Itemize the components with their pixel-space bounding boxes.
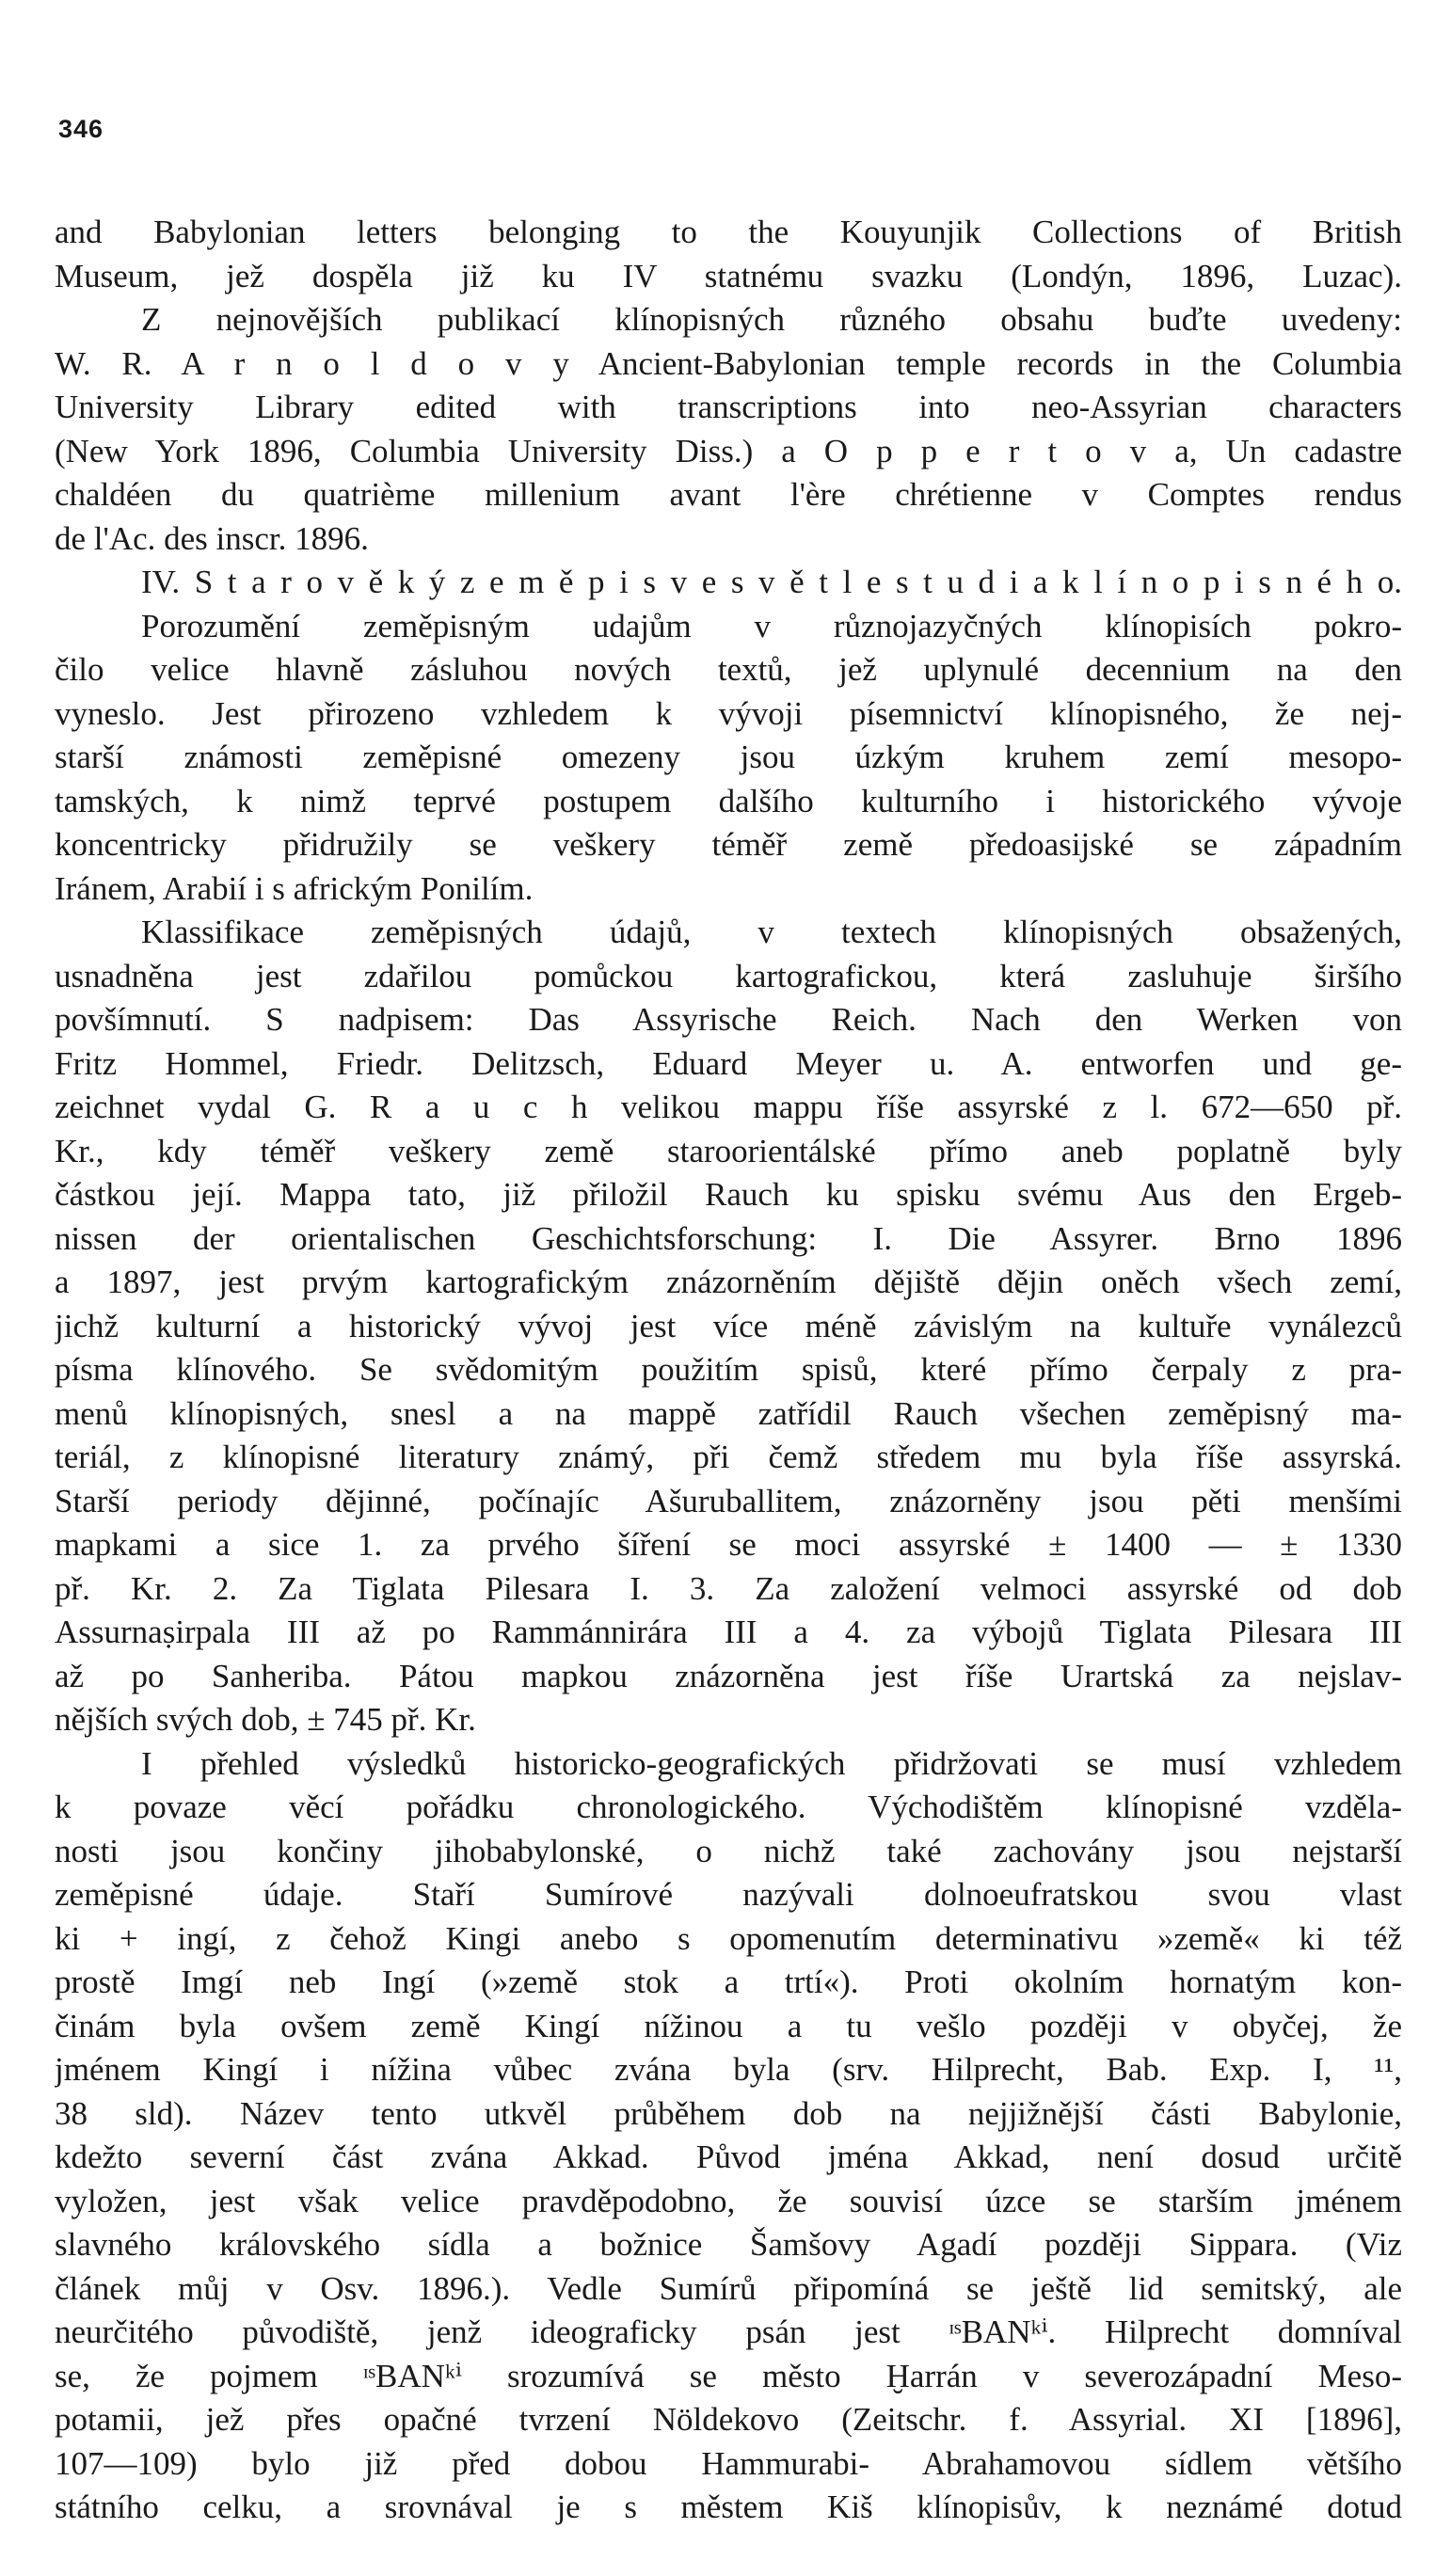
text-line: 107—109) bylo již před dobou Hammurabi- Abrahamovou sídlem většího — [55, 2444, 1402, 2482]
text-line: článek můj v Osv. 1896.). Vedle Sumírů připomíná se ještě lid semitský, ale — [55, 2269, 1402, 2307]
text-line: ki + ingí, z čehož Kingi anebo s opomenutím determinativu »země« ki též — [55, 1919, 1402, 1957]
text-line: čilo velice hlavně zásluhou nových textů, jež uplynulé decennium na den — [55, 651, 1402, 688]
text-line: W. R. A r n o l d o v y Ancient-Babylonian temple records in the Columbia — [55, 344, 1402, 382]
text-line: starší známosti zeměpisné omezeny jsou úzkým kruhem zemí mesopo- — [55, 739, 1402, 775]
text-line: státního celku, a srovnával je s městem Kiš klínopisův, k neznámé dotud — [55, 2489, 1402, 2525]
text-line: prostě Imgí neb Ingí (»země stok a trtí«). Proti okolním hornatým kon- — [55, 1964, 1402, 2000]
text-line: nosti jsou končiny jihobabylonské, o nichž také zachovány jsou nejstarší — [55, 1832, 1402, 1869]
text-line: mapkami a sice 1. za prvého šíření se moci assyrské ± 1400 — ± 1330 — [55, 1526, 1402, 1563]
text-line: and Babylonian letters belonging to the Kouyunjik Collections of British — [55, 214, 1402, 250]
text-line: Kr., kdy téměř veškery země staroorientálské přímo aneb poplatně byly — [55, 1132, 1402, 1169]
text-line: činám byla ovšem země Kingí nížinou a tu vešlo později v obyčej, že — [55, 2007, 1402, 2044]
text-line: vyložen, jest však velice pravděpodobno, že souvisí úzce se starším jménem — [55, 2182, 1402, 2219]
text-line: jichž kulturní a historický vývoj jest více méně závislým na kultuře vynálezců — [55, 1307, 1402, 1344]
text-line: zeměpisné údaje. Staří Sumírové nazývali dolnoeufratskou svou vlast — [55, 1876, 1402, 1913]
text-line: nissen der orientalischen Geschichtsforschung: I. Die Assyrer. Brno 1896 — [55, 1219, 1402, 1257]
text-line: usnadněna jest zdařilou pomůckou kartografickou, která zasluhuje širšího — [55, 957, 1402, 994]
text-line: University Library edited with transcriptions into neo-Assyrian characters — [55, 389, 1402, 425]
text-line: IV. S t a r o v ě k ý z e m ě p i s v e s v ě t l e s t u d i a k l í n o p i s n é h o. — [141, 564, 1402, 600]
text-line: písma klínového. Se svědomitým použitím spisů, které přímo čerpaly z pra- — [55, 1351, 1402, 1388]
text-line: de l'Ac. des inscr. 1896. — [55, 519, 369, 557]
text-line: Iránem, Arabií i s africkým Ponilím. — [55, 869, 534, 907]
text-line: 38 sld). Název tento utkvěl průběhem dob na nejjižnější části Babylonie, — [55, 2094, 1402, 2132]
text-line: až po Sanheriba. Pátou mapkou znázorněna jest říše Urartská za nejslav- — [55, 1657, 1402, 1694]
text-line: nějších svých dob, ± 745 př. Kr. — [55, 1701, 476, 1738]
text-line: kdežto severní část zvána Akkad. Původ jména Akkad, není dosud určitě — [55, 2139, 1402, 2175]
text-line: povšímnutí. S nadpisem: Das Assyrische Reich. Nach den Werken von — [55, 1001, 1402, 1038]
text-line: k povaze věcí pořádku chronologického. Východištěm klínopisné vzděla- — [55, 1789, 1402, 1825]
text-line: a 1897, jest prvým kartografickým znázorněním dějiště dějin oněch všech zemí, — [55, 1264, 1402, 1300]
text-line: Z nejnovějších publikací klínopisných různého obsahu buďte uvedeny: — [141, 301, 1402, 338]
text-line: př. Kr. 2. Za Tiglata Pilesara I. 3. Za založení velmoci assyrské od dob — [55, 1569, 1402, 1607]
text-line: se, že pojmem ᶦˢBANᵏⁱ srozumívá se město Ḫarrán v severozápadní Meso- — [55, 2357, 1402, 2394]
text-line: menů klínopisných, snesl a na mappě zatřídil Rauch všechen zeměpisný ma- — [55, 1394, 1402, 1432]
page-number: 346 — [58, 115, 104, 143]
text-line: zeichnet vydal G. R a u c h velikou mappu říše assyrské z l. 672—650 př. — [55, 1089, 1402, 1125]
text-line: chaldéen du quatrième millenium avant l'ère chrétienne v Comptes rendus — [55, 476, 1402, 513]
text-line: Fritz Hommel, Friedr. Delitzsch, Eduard Meyer u. A. entworfen und ge- — [55, 1044, 1402, 1082]
text-line: (New York 1896, Columbia University Diss.) a O p p e r t o v a, Un cadastre — [55, 432, 1402, 469]
text-line: vyneslo. Jest přirozeno vzhledem k vývoji písemnictví klínopisného, že nej- — [55, 694, 1402, 732]
article-text — [55, 211, 1402, 2530]
text-line: koncentricky přidružily se veškery téměř země předoasijské se západním — [55, 826, 1402, 863]
text-line: tamských, k nimž teprvé postupem dalšího kulturního i historického vývoje — [55, 782, 1402, 819]
text-line: Starší periody dějinné, počínajíc Ašuruballitem, znázorněny jsou pěti menšími — [55, 1482, 1402, 1519]
text-line: neurčitého původiště, jenž ideograficky psán jest ᶦˢBANᵏⁱ. Hilprecht domníval — [55, 2314, 1402, 2350]
text-line: Klassifikace zeměpisných údajů, v textech klínopisných obsažených, — [141, 914, 1402, 950]
text-line: teriál, z klínopisné literatury známý, při čemž středem mu byla říše assyrská. — [55, 1439, 1402, 1475]
text-line: I přehled výsledků historicko-geografických přidržovati se musí vzhledem — [141, 1744, 1402, 1782]
text-line: částkou její. Mappa tato, již přiložil Rauch ku spisku svému Aus den Ergeb- — [55, 1176, 1402, 1213]
text-line: potamii, jež přes opačné tvrzení Nöldekovo (Zeitschr. f. Assyrial. XI [1896], — [55, 2401, 1402, 2438]
text-line: jménem Kingí i nížina vůbec zvána byla (srv. Hilprecht, Bab. Exp. I, ¹¹, — [55, 2051, 1402, 2088]
text-line: Porozumění zeměpisným udajům v různojazyčných klínopisích pokro- — [141, 607, 1402, 644]
text-line: Museum, jež dospěla již ku IV statnému svazku (Londýn, 1896, Luzac). — [55, 257, 1402, 294]
text-line: slavného královského sídla a božnice Šamšovy Agadí později Sippara. (Viz — [55, 2226, 1402, 2263]
text-line: Assurnaṣirpala III až po Rammánnirára III a 4. za výbojů Tiglata Pilesara III — [55, 1614, 1402, 1650]
